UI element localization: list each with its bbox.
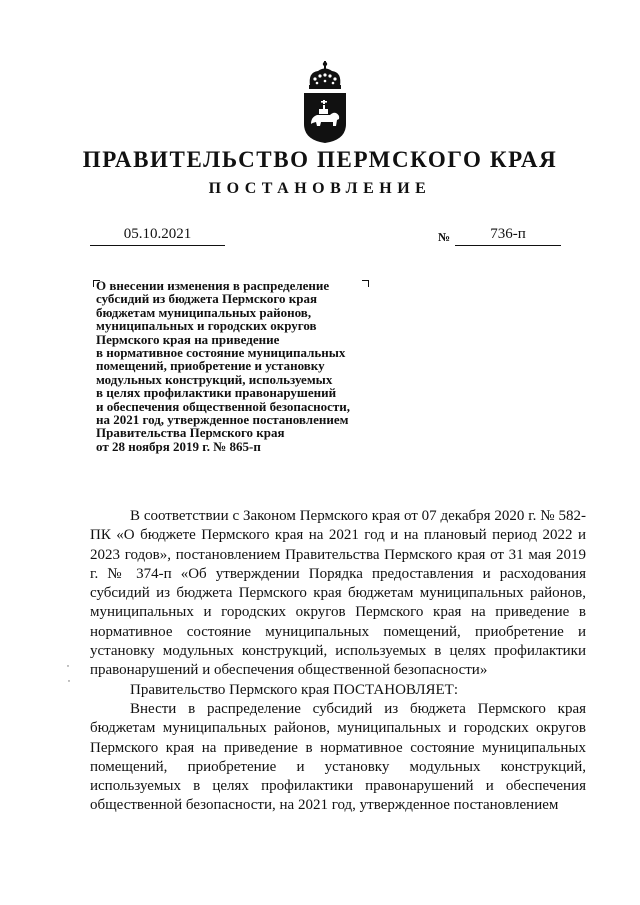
preamble-paragraph: В соответствии с Законом Пермского края от 07 декабря 2020 г. № 582-ПК «О бюджете Пермского края на 2021 год и на плановый период 2022 и 2023 годов», постановлением Правительства Пермского края от 31 мая 2019 г. № 374-п «Об утверждении Порядка предоставления и расходования субсидий из бюджета Пермского края бюджетам муниципальных районов, муниципальных и городских округов Пермского края на приведение в нормативное состояние муниципальных помещений, приобретение и установку модульных конструкций, используемых в целях профилактики правонарушений и обеспечения общественной безопасности» (90, 508, 586, 679)
number-sign: № (438, 230, 451, 244)
subject-line: бюджетам муниципальных районов, (96, 304, 312, 320)
subject-heading (96, 279, 406, 453)
subject-line: помещений, приобретение и установку (96, 358, 325, 374)
subject-line: Пермского края на приведение (96, 331, 280, 347)
government-title: ПРАВИТЕЛЬСТВО ПЕРМСКОГО КРАЯ (82, 147, 558, 172)
subject-line: О внесении изменения в распределение (96, 278, 330, 293)
operative-paragraph: Внести в распределение субсидий из бюджета Пермского края бюджетам муниципальных районов, муниципальных и городских округов Пермского края на приведение в нормативное состояние муниципальных помещений, приобретение и установку модульных конструкций, используемых в целях профилактики правонарушений и обеспечения общественной безопасности, на 2021 год, утвержденное постановлением (90, 700, 586, 814)
subject-line: Правительства Пермского края (96, 425, 285, 441)
subject-line: и обеспечения общественной безопасности, (96, 398, 351, 414)
document-type: ПОСТАНОВЛЕНИЕ (208, 180, 432, 197)
subject-line: в целях профилактики правонарушений (96, 385, 337, 401)
resolution-statement: Правительство Пермского края ПОСТАНОВЛЯЕТ: (130, 681, 459, 698)
subject-line: на 2021 год, утвержденное постановлением (96, 412, 349, 428)
subject-line: субсидий из бюджета Пермского края (96, 291, 317, 307)
document-date: 05.10.2021 (90, 226, 225, 246)
scan-speck-marks (66, 664, 71, 684)
subject-line: модульных конструкций, используемых (96, 371, 333, 387)
coat-of-arms-icon (300, 60, 350, 144)
subject-line: от 28 ноября 2019 г. № 865-п (96, 438, 261, 454)
subject-line: в нормативное состояние муниципальных (96, 345, 346, 361)
document-number: 736-п (455, 226, 561, 246)
document-body (90, 507, 586, 816)
subject-line: муниципальных и городских округов (96, 318, 317, 334)
